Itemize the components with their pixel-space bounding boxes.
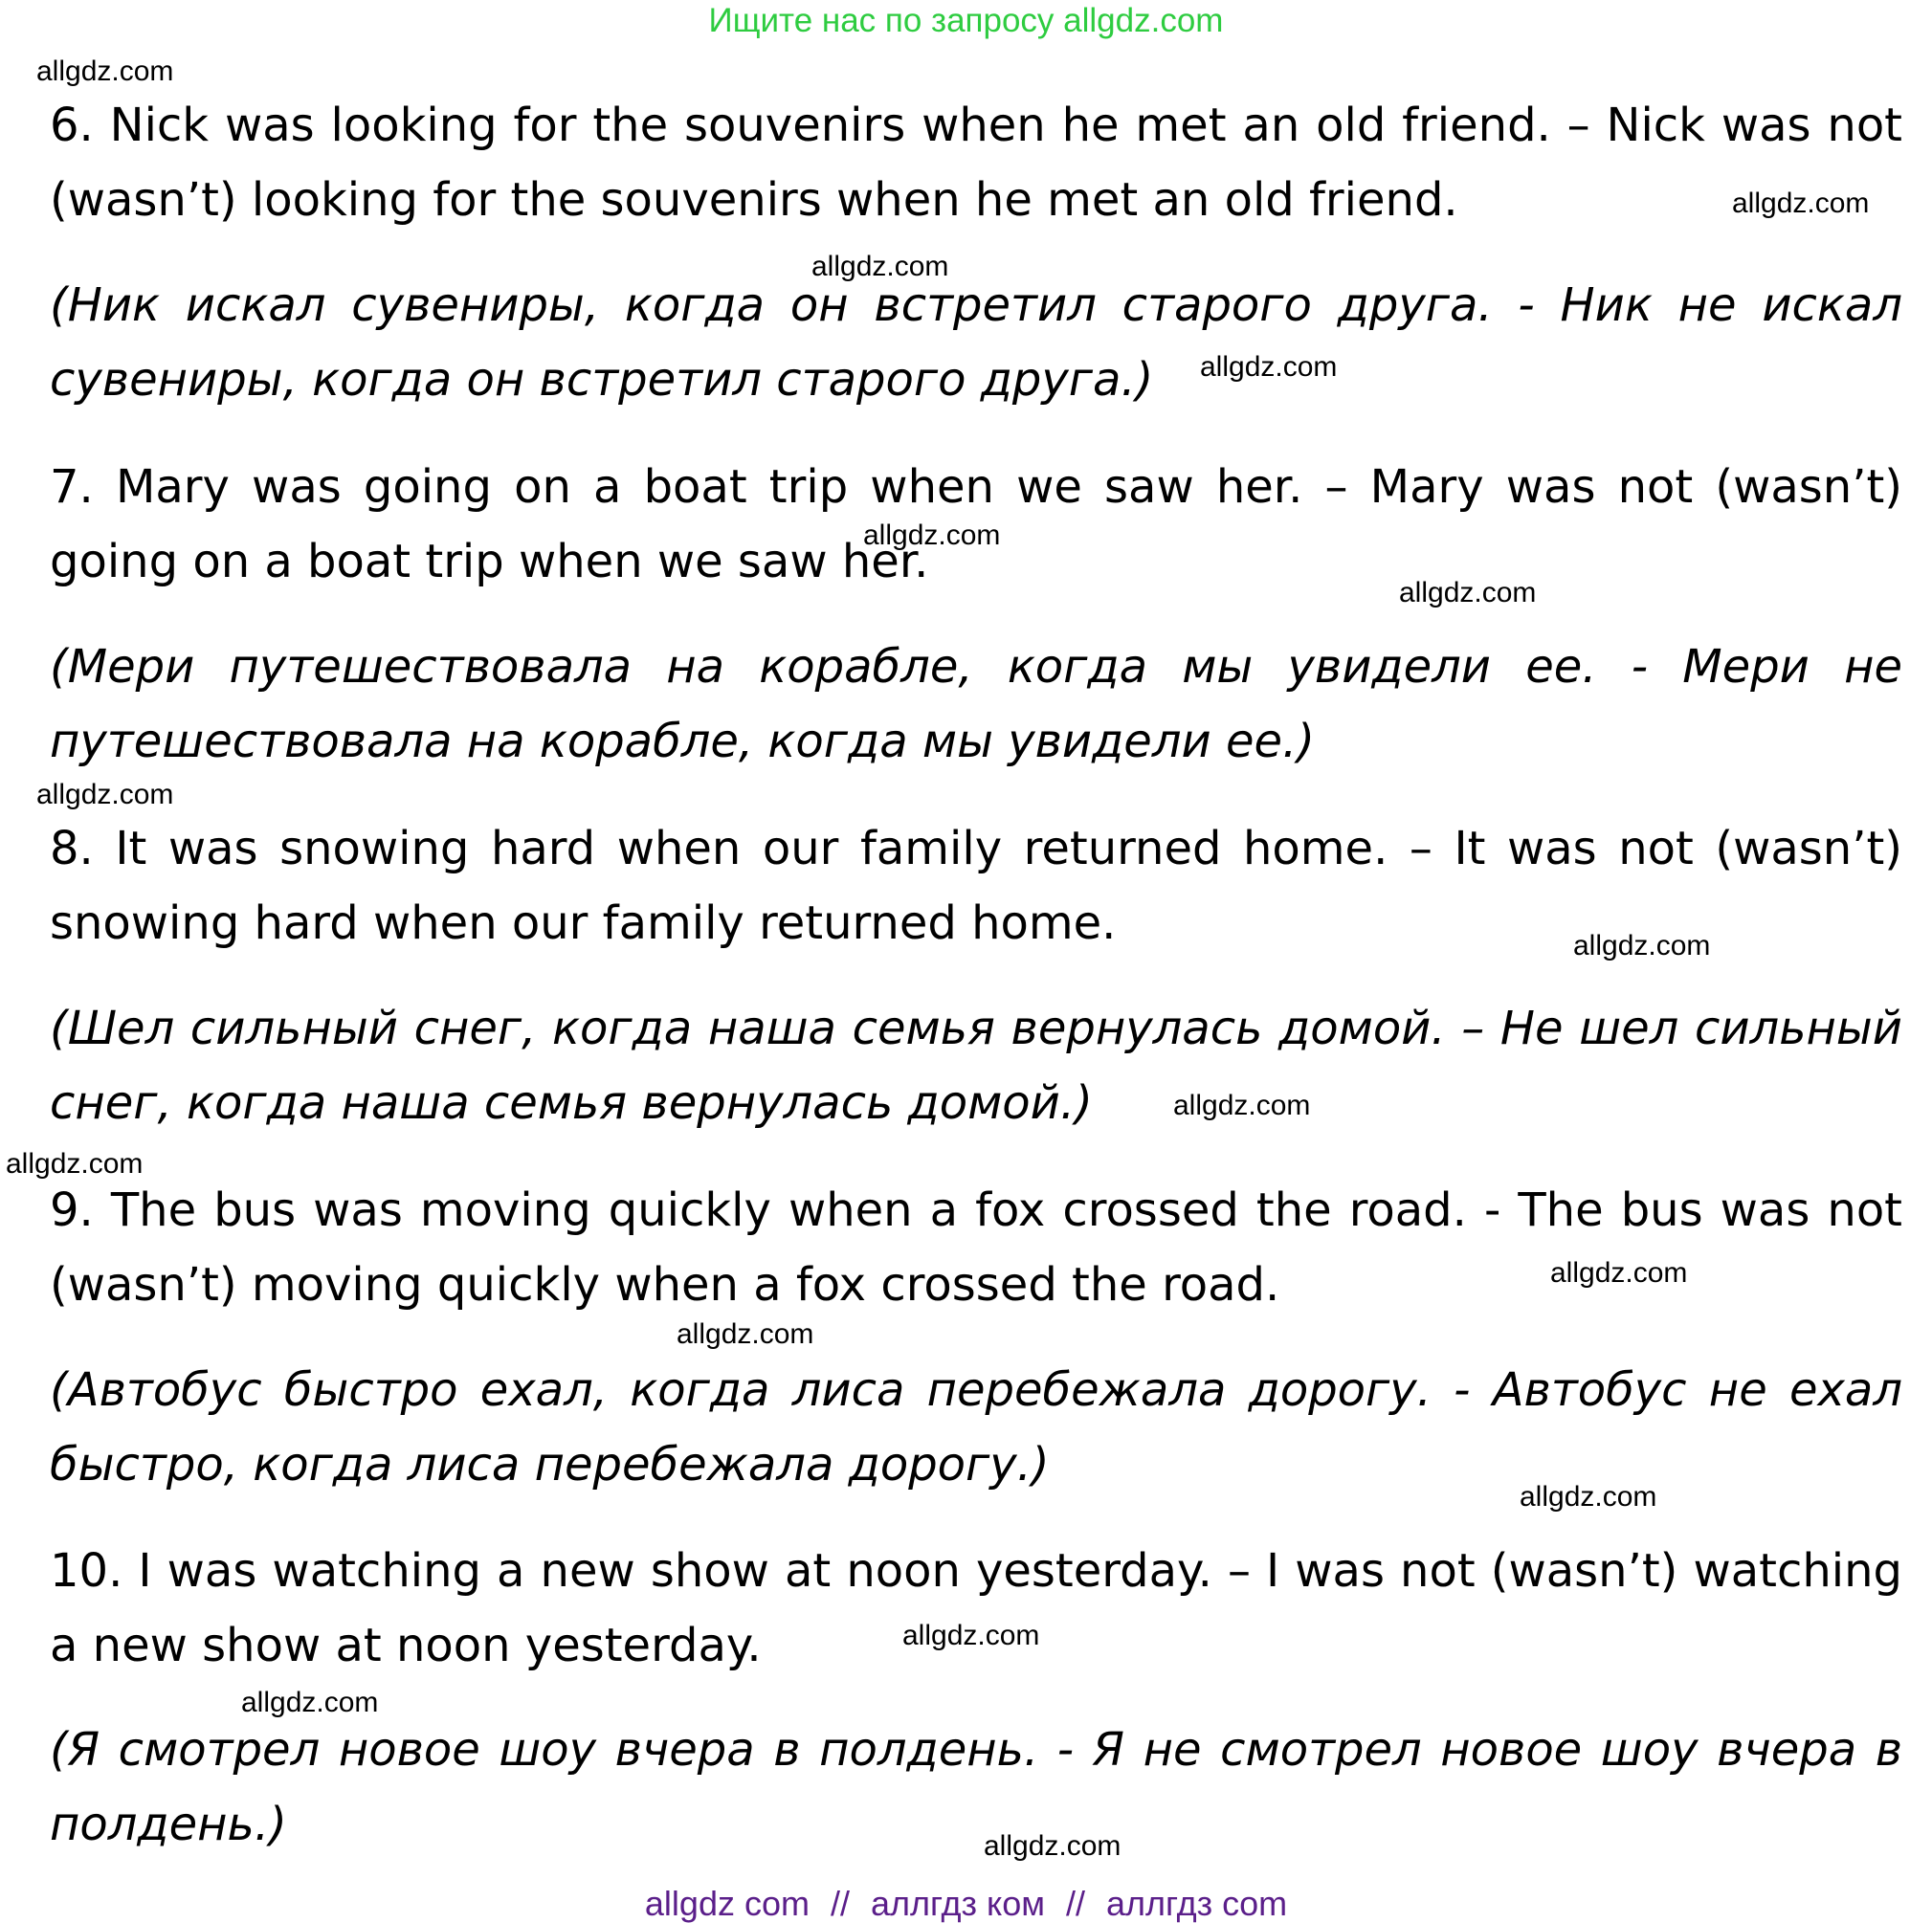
footer-links (0, 1885, 1932, 1923)
watermark: allgdz.com (36, 55, 174, 87)
watermark: allgdz.com (6, 1148, 144, 1180)
footer-link-allgdz-com[interactable]: allgdz com (644, 1884, 810, 1923)
footer-link-allgdz-kom[interactable]: аллгдз ком (871, 1884, 1045, 1923)
watermark: allgdz.com (36, 779, 174, 810)
entry-8-english: 8. It was snowing hard when our family returned home. – It was not (wasn’t) snowing hard when our family returned home. (50, 822, 1902, 950)
entry-7-russian: (Мери путешествовала на корабле, когда мы увидели ее. - Мери не путешествовала на корабле, когда мы увидели ее.) (50, 640, 1902, 768)
footer-link-allgdz-com-ru[interactable]: аллгдз com (1106, 1884, 1288, 1923)
watermark: allgdz.com (1732, 188, 1870, 219)
watermark: allgdz.com (241, 1687, 379, 1718)
top-banner: Ищите нас по запросу allgdz.com (708, 2, 1224, 39)
entry-6-english: 6. Nick was looking for the souvenirs when he met an old friend. – Nick was not (wasn’t) looking for the souvenirs when he met an old friend. (50, 99, 1902, 227)
watermark: allgdz.com (1550, 1257, 1688, 1289)
entry-9-english: 9. The bus was moving quickly when a fox crossed the road. - The bus was not (wasn’t) moving quickly when a fox crossed the road. (50, 1183, 1902, 1312)
watermark: allgdz.com (677, 1318, 814, 1350)
entry-6-russian: (Ник искал сувениры, когда он встретил старого друга. - Ник не искал сувениры, когда он встретил старого друга.) (50, 278, 1902, 407)
watermark: allgdz.com (1200, 351, 1338, 383)
watermark: allgdz.com (1573, 930, 1711, 962)
watermark: allgdz.com (1520, 1481, 1657, 1513)
entry-10-english: 10. I was watching a new show at noon yesterday. – I was not (wasn’t) watching a new show at noon yesterday. (50, 1544, 1902, 1672)
watermark: allgdz.com (863, 519, 1001, 551)
entry-7-english: 7. Mary was going on a boat trip when we saw her. – Mary was not (wasn’t) going on a boat trip when we saw her. (50, 460, 1902, 588)
watermark: allgdz.com (1399, 577, 1537, 608)
watermark: allgdz.com (1173, 1090, 1311, 1121)
watermark: allgdz.com (902, 1620, 1040, 1651)
entry-9-russian: (Автобус быстро ехал, когда лиса перебежала дорогу. - Автобус не ехал быстро, когда лиса перебежала дорогу.) (50, 1363, 1902, 1492)
watermark: allgdz.com (984, 1830, 1121, 1862)
watermark: allgdz.com (811, 251, 949, 282)
footer-separator: // (1066, 1884, 1086, 1923)
footer-separator: // (830, 1884, 850, 1923)
entry-10-russian: (Я смотрел новое шоу вчера в полдень. - Я не смотрел новое шоу вчера в полдень.) (50, 1723, 1902, 1851)
entry-8-russian: (Шел сильный снег, когда наша семья вернулась домой. – Не шел сильный снег, когда наша семья вернулась домой.) (50, 1002, 1902, 1130)
